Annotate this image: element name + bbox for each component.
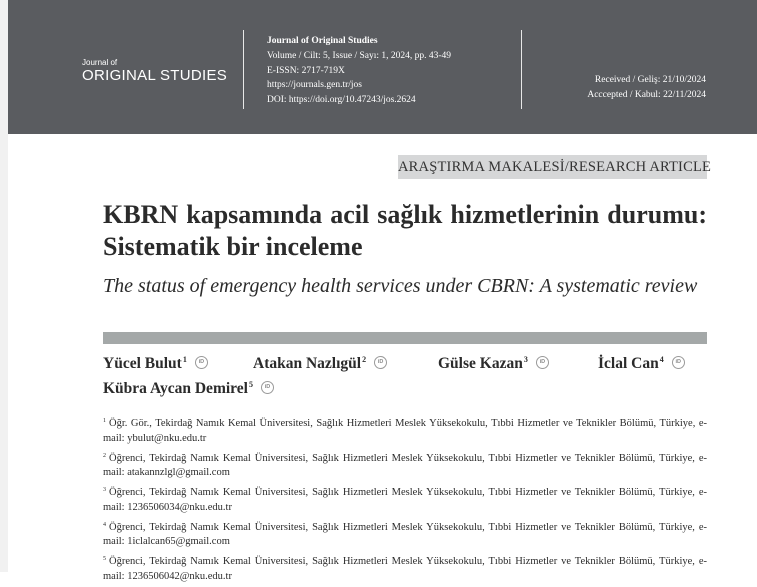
author-affiliation-number: 2 [362, 355, 367, 364]
title-divider-bar [103, 332, 707, 344]
author-4 [598, 355, 685, 373]
affiliation-item [103, 518, 707, 550]
author-name: Gülse Kazan [438, 355, 523, 372]
affiliation-text: Öğrenci, Tekirdağ Namık Kemal Üniversitesi, Sağlık Hizmetleri Meslek Yüksekokulu, Tıbbi Hizmetler ve Teknikler Bölümü, Türkiye, e-mail: 1236506042@nku.edu.tr [103, 556, 707, 582]
affiliation-item [103, 414, 707, 446]
received-date: Received / Geliş: 21/10/2024 [594, 75, 706, 85]
orcid-icon[interactable]: iD [374, 356, 387, 369]
affiliation-text: Öğr. Gör., Tekirdağ Namık Kemal Üniversitesi, Sağlık Hizmetleri Meslek Yüksekokulu, Tıbbi Hizmetler ve Teknikler Bölümü, Türkiye, e-mail: ybulut@nku.edu.tr [103, 418, 707, 444]
header-divider-left [243, 30, 244, 109]
orcid-icon[interactable]: iD [672, 356, 685, 369]
article-type-badge: ARAŞTIRMA MAKALESİ/RESEARCH ARTICLE [398, 155, 707, 179]
accepted-date: Acccepted / Kabul: 22/11/2024 [587, 90, 706, 100]
affiliation-number: 1 [103, 418, 106, 424]
header-divider-right [521, 30, 522, 109]
author-2 [253, 355, 387, 373]
submission-dates [587, 73, 706, 103]
affiliation-number: 2 [103, 452, 106, 459]
author-affiliation-number: 3 [523, 355, 528, 364]
affiliation-text: Öğrenci, Tekirdağ Namık Kemal Üniversitesi, Sağlık Hizmetleri Meslek Yüksekokulu, Tıbbi Hizmetler ve Teknikler Bölümü, Türkiye, e-mail: atakannzlgl@gmail.com [103, 452, 707, 479]
article-title: KBRN kapsamında acil sağlık hizmetlerinin durumu: Sistematik bir inceleme [103, 200, 707, 261]
affiliation-number: 5 [103, 556, 106, 563]
orcid-icon[interactable]: iD [536, 356, 549, 369]
author-affiliation-number: 4 [659, 355, 664, 364]
author-3 [438, 355, 549, 373]
article-subtitle: The status of emergency health services under CBRN: A systematic review [103, 275, 698, 297]
affiliation-number: 3 [103, 487, 106, 494]
author-name: Yücel Bulut [103, 355, 182, 372]
affiliation-item [103, 483, 707, 515]
journal-volume: Volume / Cilt: 5, Issue / Sayı: 1, 2024, pp. 43-49 [267, 50, 452, 61]
journal-doi-link[interactable]: DOI: https://doi.org/10.47243/jos.2624 [267, 95, 416, 106]
author-name: Kübra Aycan Demirel [103, 380, 248, 397]
affiliation-text: Öğrenci, Tekirdağ Namık Kemal Üniversitesi, Sağlık Hizmetleri Meslek Yüksekokulu, Tıbbi Hizmetler ve Teknikler Bölümü, Türkiye, e-mail: 1iclalcan65@gmail.com [103, 521, 707, 548]
journal-header [8, 0, 757, 134]
author-5 [103, 380, 274, 398]
author-name: Atakan Nazlıgül [253, 355, 362, 372]
author-name: İclal Can [598, 355, 659, 372]
author-affiliation-number: 1 [182, 355, 187, 364]
orcid-icon[interactable]: iD [261, 381, 274, 394]
journal-info [267, 34, 451, 108]
journal-logo-title: ORIGINAL STUDIES [82, 67, 228, 84]
author-1 [103, 355, 208, 373]
orcid-icon[interactable]: iD [195, 356, 208, 369]
affiliation-item [103, 552, 707, 584]
affiliations-list [103, 414, 707, 587]
affiliation-text: Öğrenci, Tekirdağ Namık Kemal Üniversitesi, Sağlık Hizmetleri Meslek Yüksekokulu, Tıbbi Hizmetler ve Teknikler Bölümü, Türkiye, e-mail: 1236506034@nku.edu.tr [103, 487, 707, 513]
journal-logo-small: Journal of [82, 58, 118, 67]
page-margin [0, 0, 8, 572]
affiliation-item [103, 449, 707, 481]
journal-eissn: E-ISSN: 2717-719X [267, 65, 345, 76]
affiliation-number: 4 [103, 521, 106, 528]
journal-title: Journal of Original Studies [267, 36, 378, 46]
journal-url-link[interactable]: https://journals.gen.tr/jos [267, 80, 362, 91]
author-affiliation-number: 5 [248, 380, 253, 389]
